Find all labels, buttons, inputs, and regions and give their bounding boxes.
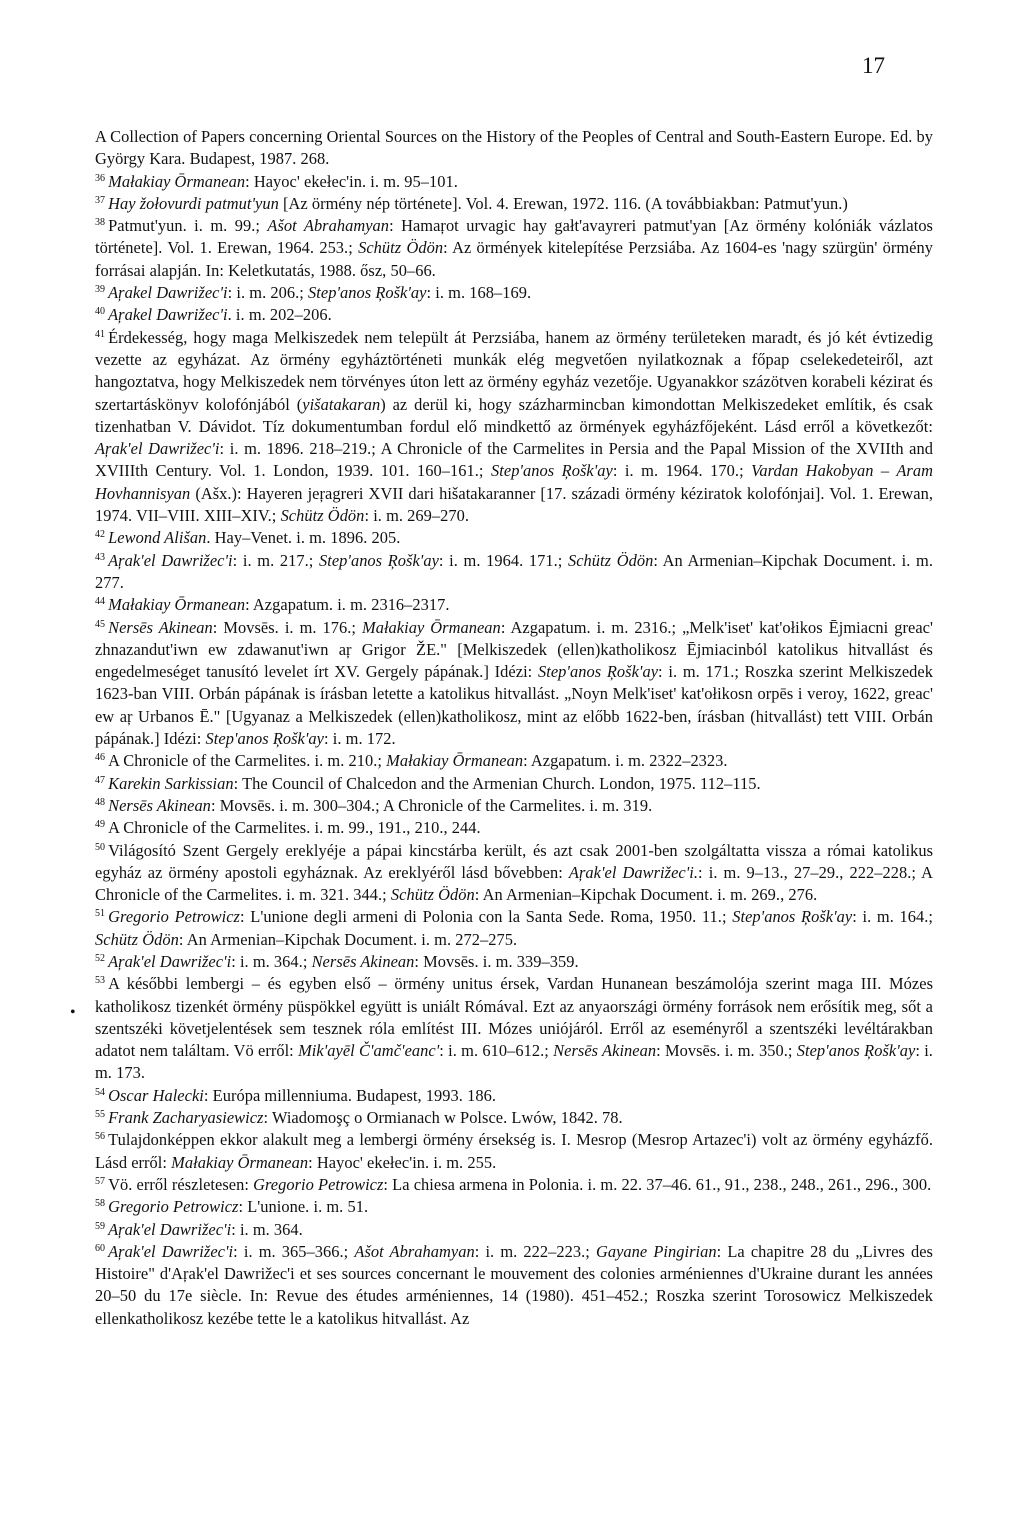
footnote-text: [Az örmény nép története]. Vol. 4. Erewan, 1972. 116. (A továbbiakban: Patmut'yun.) (278, 193, 848, 213)
footnotes (95, 126, 933, 1330)
citation-author: Mik'ayēl Č'amč'eanc' (298, 1041, 440, 1061)
citation-author: Step'anos Ŗošk'ay (732, 907, 853, 927)
footnote-number: 43 (95, 551, 106, 563)
footnote-text: : i. m. 1896. 218–219.; A Chronicle of the Carmelites in Persia and the Papal Mission of the XVIIth and XVIIIth Century. Vol. 1. London, 1939. 101. 160–161.; (95, 439, 933, 481)
footnote (95, 817, 933, 839)
footnote-text: : i. m. 172. (324, 729, 396, 749)
footnote-number: 60 (95, 1242, 106, 1254)
footnote-text: : i. m. 1964. 170.; (612, 461, 752, 481)
footnote (95, 1107, 933, 1129)
footnote-number: 44 (95, 596, 106, 608)
citation-author: Aŗak'el Dawrižec'i. (568, 862, 699, 882)
footnote-text: : i. m. 217.; (232, 550, 319, 570)
citation-author: Nersēs Akinean (108, 795, 211, 815)
footnote-number: 40 (95, 306, 106, 318)
footnote-text: Vö. erről részletesen: (108, 1174, 254, 1194)
citation-author: Nersēs Akinean (311, 951, 415, 971)
citation-author: Aŗak'el Dawrižec'i (108, 951, 232, 971)
footnote-text: : i. m. 364.; (231, 951, 312, 971)
footnote (95, 282, 933, 304)
footnote-text: : i. m. 173. (95, 1041, 933, 1083)
footnote-text: : Wiadomoşç o Ormianach w Polsce. Lwów, 1842. 78. (263, 1108, 623, 1128)
footnote (95, 1241, 933, 1330)
footnote (95, 951, 933, 973)
footnote-text: : Azgapatum. i. m. 2316.; „Melk'iset' kat'ołikos Ējmiacni greac' zhnazandut'iwn ew zdawanut'iwn aŗ Grigor ŽE." [Melkiszedek (ellen)katholikosz Ējmiacinból katolikus hitvallást és engedelmeséget tanusító levelet írt XV. Gergely pápának.] Idézi: (95, 617, 933, 682)
footnote (95, 750, 933, 772)
footnote (95, 1174, 933, 1196)
citation-author: Aŗakel Dawrižec'i (108, 283, 228, 303)
footnote-text: : La chapitre 28 du „Livres des Histoire" d'Aŗak'el Dawrižec'i et ses sources concernant le mouvement des colonies arméniennes d'Ukraine durant les années 20–50 du 17e siècle. In: Revue des études arméniennes, 14 (1980). 451–452.; Roszka szerint Torosowicz Melkiszedek ellenkatholikosz kezébe tette le a katolikus hitvallást. Az (95, 1241, 933, 1328)
footnote-text: . i. m. 202–206. (227, 305, 332, 325)
citation-author: Małakiay Ōrmanean (386, 751, 524, 771)
footnote-text: A Collection of Papers concerning Oriental Sources on the History of the Peoples of Central and South-Eastern Europe. Ed. by György Kara. Budapest, 1987. 268. (95, 127, 933, 169)
citation-author: Nersēs Akinean (108, 617, 213, 637)
footnote-number: 59 (95, 1220, 106, 1232)
footnote-number: 53 (95, 975, 106, 987)
citation-author: Schütz Ödön (280, 506, 365, 526)
footnote-text: : Hamaŗot urvagic hay gałt'avayreri patmut'yan [Az örmény kolóniák vázlatos története]. Vol. 1. Erewan, 1964. 253.; (95, 216, 933, 258)
citation-author: Małakiay Ōrmanean (108, 171, 246, 191)
footnote-text: : Movsēs. i. m. 300–304.; A Chronicle of the Carmelites. i. m. 319. (210, 795, 653, 815)
footnote-text: : Movsēs. i. m. 339–359. (414, 951, 579, 971)
citation-author: Gayane Pingirian (595, 1241, 717, 1261)
footnote (95, 1129, 933, 1174)
footnote (95, 617, 933, 751)
footnote-number: 49 (95, 819, 106, 831)
citation-author: Step'anos Ŗošk'ay (308, 283, 427, 303)
citation-author: Małakiay Ōrmanean (362, 617, 501, 637)
footnote-text: Tulajdonképpen ekkor alakult meg a lembergi örmény érsekség is. I. Mesrop (Mesrop Artazec'i) volt az örmény egyházfő. Lásd erről: (95, 1130, 933, 1172)
citation-author: Frank Zacharyasiewicz (108, 1108, 264, 1128)
footnote (95, 1196, 933, 1218)
footnote-text: : i. m. 269–270. (364, 506, 470, 526)
footnote-text: . Hay–Venet. i. m. 1896. 205. (206, 528, 401, 548)
footnote-number: 39 (95, 284, 106, 296)
footnote-text: Világosító Szent Gergely ereklyéje a pápai kincstárba került, és azt csak 2001-ben szolgáltatta vissza a római katolikus egyház az örmény apostoli egyháznak. Az ereklyéről lásd bővebben: (95, 840, 933, 882)
footnote-text: A Chronicle of the Carmelites. i. m. 99., 191., 210., 244. (108, 818, 481, 838)
footnote (95, 594, 933, 616)
footnote-number: 36 (95, 172, 106, 184)
footnote-text: A későbbi lembergi – és egyben első – örmény unitus érsek, Vardan Hunanean beszámolója szerint maga III. Mózes katholikosz tizenkét örmény püspökkel együtt is uniált Rómával. Ezt az anyaországi örmény források nem erősítik meg, sőt a szentszéki követjelentések sem tesznek róla említést III. Mózes uniójáról. Erről az eseményről a szentszéki levéltárakban adatot nem találtam. Vö erről: (95, 974, 933, 1061)
footnote-text: : Azgapatum. i. m. 2322–2323. (523, 751, 728, 771)
footnote-number: 55 (95, 1109, 106, 1121)
footnote (95, 1085, 933, 1107)
citation-author: Schütz Ödön (390, 885, 475, 905)
citation-author: Schütz Ödön (358, 238, 444, 258)
footnote-text: : i. m. 206.; (227, 283, 309, 303)
citation-author: Aŗak'el Dawrižec'i (95, 439, 220, 459)
citation-author: Schütz Ödön (95, 929, 179, 949)
footnote-text: Érdekesség, hogy maga Melkiszedek nem települt át Perzsiába, hanem az örmény területeken maradt, és jó két évtizedig vezette az egyházat. Az örmény egyháztörténeti munkák elég megvetően nyilatkoznak a főpap cselekedeteiről, azt hangoztatva, hogy Melkiszedek nem törvényes úton lett az örmény egyház vezetője. Ugyanakkor százötven korabeli kézirat és szertartáskönyv kolofónjából ( (95, 327, 933, 414)
citation-author: Aŗak'el Dawrižec'i (108, 1219, 232, 1239)
footnote (95, 773, 933, 795)
footnote-text: : Movsēs. i. m. 176.; (212, 617, 362, 637)
footnote-number: 48 (95, 796, 106, 808)
footnote-text: : An Armenian–Kipchak Document. i. m. 277. (95, 550, 933, 592)
citation-author: Aŗakel Dawrižec'i (108, 305, 228, 325)
citation-author: Step'anos Ŗošk'ay (318, 550, 439, 570)
footnote-text: : i. m. 1964. 171.; (438, 550, 568, 570)
footnote-text: : i. m. 168–169. (426, 283, 532, 303)
footnote-number: 38 (95, 217, 106, 229)
citation-author: Step'anos Ŗošk'ay (796, 1041, 916, 1061)
citation-author: Ašot Abrahamyan (354, 1241, 475, 1261)
footnote-text: : i. m. 171.; Roszka szerint Melkiszedek 1623-ban VIII. Orbán pápának is írásban letette a katolikus hitvallást. „Noyn Melk'iset' kat'ołikosn orpēs i veroy, 1622, greac' ew aŗ Urbanos Ē." [Ugyanaz a Melkiszedek (ellen)katholikosz, mint az előbb 1622-ben, írásban (hitvallást) tett VIII. Orbán pápának.] Idézi: (95, 662, 933, 749)
footnote-text: (Ašx.): Hayeren jeŗagreri XVII dari hišatakaranner [17. századi örmény kéziratok kolofónjai]. Vol. 1. Erewan, 1974. VII–VIII. XIII–XIV.; (95, 483, 933, 526)
citation-author: Schütz Ödön (567, 550, 654, 570)
citation-author: yišatakaran (302, 394, 381, 414)
footnote (95, 550, 933, 595)
footnote (95, 304, 933, 326)
citation-author: Gregorio Petrowicz (253, 1174, 384, 1194)
footnote (95, 215, 933, 282)
citation-author: Step'anos Ŗošk'ay (491, 461, 613, 481)
footnote-text: : Hayoc' ekełec'in. i. m. 95–101. (245, 171, 458, 191)
footnote-text: : An Armenian–Kipchak Document. i. m. 269., 276. (474, 885, 818, 905)
footnote-text: A Chronicle of the Carmelites. i. m. 210.; (108, 751, 387, 771)
citation-author: Aŗak'el Dawrižec'i (108, 550, 233, 570)
footnote (95, 1219, 933, 1241)
footnote-number: 37 (95, 194, 106, 206)
footnote-text: : Az örmények kitelepítése Perzsiába. Az 1604-es 'nagy szürgün' örmény forrásai alapján. In: Keletkutatás, 1988. ősz, 50–66. (95, 238, 934, 280)
citation-author: Nersēs Akinean (553, 1041, 657, 1061)
citation-author: Oscar Halecki (108, 1085, 204, 1105)
footnote-text: : i. m. 222–223.; (474, 1241, 596, 1261)
footnote-number: 42 (95, 529, 106, 541)
footnote-number: 58 (95, 1198, 106, 1210)
footnote-number: 51 (95, 908, 106, 920)
footnote-number: 50 (95, 841, 106, 853)
footnote (95, 527, 933, 549)
footnote-text: : Movsēs. i. m. 350.; (656, 1041, 797, 1061)
citation-author: Gregorio Petrowicz (108, 1197, 239, 1217)
footnote-number: 56 (95, 1131, 106, 1143)
citation-author: Gregorio Petrowicz (108, 907, 240, 927)
citation-author: Aŗak'el Dawrižec'i (108, 1241, 234, 1261)
footnote (95, 795, 933, 817)
footnote-number: 47 (95, 774, 106, 786)
footnote-text: : The Council of Chalcedon and the Armenian Church. London, 1975. 112–115. (233, 773, 761, 793)
footnote (95, 973, 933, 1084)
footnote-number: 54 (95, 1086, 106, 1098)
footnote-text: : i. m. 365–366.; (233, 1241, 355, 1261)
footnote (95, 906, 933, 951)
footnote-text: : L'unione. i. m. 51. (238, 1197, 369, 1217)
footnote-text: ) az derül ki, hogy százharmincban kimondottan Melkiszedeket említik, és csak tizenhatban V. Dávidot. Tíz dokumentumban fordul elő mindkettő az örmények egyházfőjeként. Lásd erről a következőt: (95, 394, 933, 436)
footnote-text: : i. m. 610–612.; (439, 1041, 554, 1061)
footnote (95, 126, 933, 171)
footnote-number: 41 (95, 328, 106, 340)
footnote-text: : i. m. 164.; (852, 907, 934, 927)
citation-author: Ašot Abrahamyan (267, 216, 390, 236)
footnote-number: 57 (95, 1175, 106, 1187)
footnote (95, 193, 933, 215)
footnote (95, 840, 933, 907)
citation-author: Hay žołovurdi patmut'yun (108, 193, 279, 213)
footnote-text: : Azgapatum. i. m. 2316–2317. (245, 595, 450, 615)
footnote-text: : An Armenian–Kipchak Document. i. m. 272–275. (178, 929, 518, 949)
citation-author: Karekin Sarkissian (108, 773, 234, 793)
footnote-number: 46 (95, 752, 106, 764)
footnote-text: : L'unione degli armeni di Polonia con la Santa Sede. Roma, 1950. 11.; (239, 907, 733, 927)
citation-author: Vardan Hakobyan – Aram Hovhannisyan (95, 461, 933, 503)
citation-author: Lewond Ališan (108, 528, 207, 548)
footnote-number: 45 (95, 618, 106, 630)
footnote-text: : La chiesa armena in Polonia. i. m. 22. 37–46. 61., 91., 238., 248., 261., 296., 300. (383, 1174, 932, 1194)
footnote (95, 327, 933, 528)
footnote-text: : i. m. 364. (231, 1219, 303, 1239)
citation-author: Step'anos Ŗošk'ay (538, 662, 659, 682)
citation-author: Małakiay Ōrmanean (108, 595, 246, 615)
footnote-text: : Hayoc' ekełec'in. i. m. 255. (308, 1152, 497, 1172)
footnote-text: : i. m. 9–13., 27–29., 222–228.; A Chronicle of the Carmelites. i. m. 321. 344.; (95, 862, 934, 905)
footnote-text: Patmut'yun. i. m. 99.; (108, 216, 268, 236)
footnote-number: 52 (95, 952, 106, 964)
footnote (95, 171, 933, 193)
citation-author: Małakiay Ōrmanean (171, 1152, 309, 1172)
page-number: 17 (862, 53, 885, 78)
footnote-text: : Európa millenniuma. Budapest, 1993. 186. (203, 1085, 496, 1105)
citation-author: Step'anos Ŗošk'ay (205, 729, 325, 749)
stray-mark: • (70, 1004, 76, 1021)
